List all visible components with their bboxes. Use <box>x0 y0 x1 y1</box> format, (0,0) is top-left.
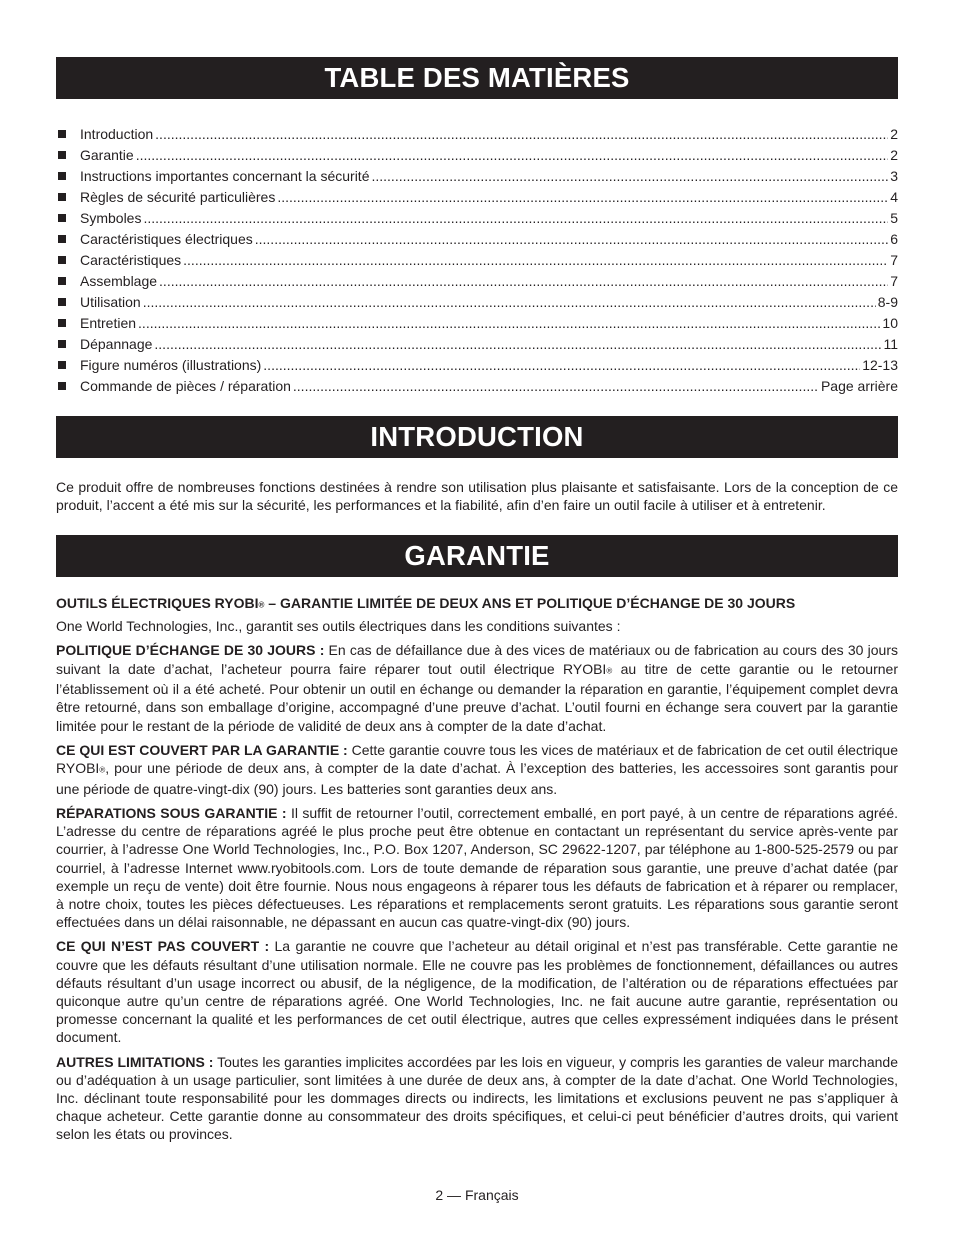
square-bullet-icon <box>58 235 66 243</box>
square-bullet-icon <box>58 340 66 348</box>
introduction-banner <box>56 416 898 458</box>
toc-item-symboles[interactable]: Symboles ..... 5 <box>56 208 898 229</box>
toc-leader-dots <box>159 271 888 292</box>
toc-item-utilisation[interactable]: Utilisation ..... 8-9 <box>56 292 898 313</box>
exchange-policy-paragraph: POLITIQUE D’ÉCHANGE DE 30 JOURS : En cas de défaillance due à des vices de matériaux ou de fabrication au cours des 30 jours suivant la date d’achat, l’acheteur pourra faire réparer tout outil électrique RYOBI® au titre de cette garantie ou le retourner l’établissement où il a été acheté. Pour obtenir un outil en échange ou demander la réparation en garantie, l’équipement complet devra être retourné, dans son emballage d’origine, accompagné d’une preuve d’achat. L’outil fourni en échange sera couvert par la garantie limitée pour le restant de la période de validité de deux ans à compter de la date d’achat. <box>56 642 898 734</box>
limitations-paragraph: AUTRES LIMITATIONS : Toutes les garanties implicites accordées par les lois en vigueur, y compris les garanties de valeur marchande ou d’adéquation à un usage particulier, sont limitées à une durée de deux ans, à compter de la date d’achat. One World Technologies, Inc. déclinant toute responsabilité pour les dommages directs ou indirects, les limitations et exclusions peuvent ne pas s’appliquer à chaque acheteur. Cette garantie donne au consommateur des droits spécifiques, et celui-ci peut bénéficier d’autres droits, qui varient selon les états ou provinces. <box>56 1053 898 1143</box>
toc-item-safety-instructions[interactable]: Instructions importantes concernant la sécurité ..... 3 <box>56 166 898 187</box>
toc-leader-dots <box>277 187 888 208</box>
square-bullet-icon <box>58 214 66 222</box>
covered-label: CE QUI EST COUVERT PAR LA GARANTIE : <box>56 741 348 758</box>
square-bullet-icon <box>58 277 66 285</box>
square-bullet-icon <box>58 361 66 369</box>
square-bullet-icon <box>58 319 66 327</box>
toc-leader-dots <box>371 166 888 187</box>
toc-item-figures[interactable]: Figure numéros (illustrations) ..... 12-13 <box>56 355 898 376</box>
toc-leader-dots <box>138 313 880 334</box>
toc-title: TABLE DES MATIÈRES <box>324 62 630 93</box>
garantie-banner <box>56 535 898 577</box>
toc-leader-dots <box>263 355 860 376</box>
document-page <box>56 57 898 1144</box>
square-bullet-icon <box>58 298 66 306</box>
toc-leader-dots <box>143 292 876 313</box>
toc-item-depannage[interactable]: Dépannage ..... 11 <box>56 334 898 355</box>
not-covered-label: CE QUI N’EST PAS COUVERT : <box>56 938 270 955</box>
toc-leader-dots <box>183 250 888 271</box>
toc-leader-dots <box>136 145 889 166</box>
introduction-text: Ce produit offre de nombreuses fonctions destinées à rendre son utilisation plus plaisante et satisfaisante. Lors de la conception de ce produit, l’accent a été mis sur la sécurité, les performances et la fiabilité, afin d’en faire un outil facile à utiliser et à entretenir. <box>56 479 898 514</box>
square-bullet-icon <box>58 382 66 390</box>
covered-paragraph: CE QUI EST COUVERT PAR LA GARANTIE : Cette garantie couvre tous les vices de matériaux et de fabrication de cet outil électrique RYOBI®, pour une période de deux ans, à compter de la date d’achat. À l’exception des batteries, les accessoires sont garantis pour une période de quatre-vingt-dix (90) jours. Les batteries sont garanties deux ans. <box>56 741 898 797</box>
garantie-heading: OUTILS ÉLECTRIQUES RYOBI® – GARANTIE LIMITÉE DE DEUX ANS ET POLITIQUE D’ÉCHANGE DE 30 JOURS <box>56 595 796 612</box>
toc-list <box>56 124 898 397</box>
toc-item-introduction[interactable]: Introduction ..... 2 <box>56 124 898 145</box>
square-bullet-icon <box>58 130 66 138</box>
introduction-title: INTRODUCTION <box>370 421 584 452</box>
square-bullet-icon <box>58 151 66 159</box>
toc-item-safety-rules[interactable]: Règles de sécurité particulières ..... 4 <box>56 187 898 208</box>
garantie-intro: One World Technologies, Inc., garantit ses outils électriques dans les conditions suivantes : <box>56 618 621 635</box>
toc-leader-dots <box>143 208 888 229</box>
toc-item-parts-order[interactable]: Commande de pièces / réparation ..... Page arrière <box>56 376 898 397</box>
toc-item-entretien[interactable]: Entretien ..... 10 <box>56 313 898 334</box>
toc-banner <box>56 57 898 99</box>
page-number: 2 — Français <box>435 1187 519 1203</box>
square-bullet-icon <box>58 172 66 180</box>
toc-item-garantie[interactable]: Garantie ..... 2 <box>56 145 898 166</box>
toc-item-electrical[interactable]: Caractéristiques électriques ..... 6 <box>56 229 898 250</box>
toc-leader-dots <box>255 229 888 250</box>
square-bullet-icon <box>58 256 66 264</box>
exchange-policy-label: POLITIQUE D’ÉCHANGE DE 30 JOURS : <box>56 642 325 659</box>
toc-leader-dots <box>155 124 888 145</box>
toc-item-assemblage[interactable]: Assemblage ..... 7 <box>56 271 898 292</box>
limitations-label: AUTRES LIMITATIONS : <box>56 1053 214 1070</box>
square-bullet-icon <box>58 193 66 201</box>
garantie-title: GARANTIE <box>404 540 550 572</box>
repairs-paragraph: RÉPARATIONS SOUS GARANTIE : Il suffit de retourner l’outil, correctement emballé, en port payé, à un centre de réparations agréé. L’adresse du centre de réparations agréé le plus proche peut être obtenue en contactant un représentant du service après-vente par courrier, à l’adresse One World Technologies, Inc., P.O. Box 1207, Anderson, SC 29622-1207, par téléphone au 1-800-525-2579 ou par courriel, à l’adresse Internet www.ryobitools.com. Lors de toute demande de réparation sous garantie, une preuve d’achat datée (par exemple un reçu de vente) doit être fournie. Nous nous engageons à réparer tous les défauts de fabrication et à réparer ou remplacer, à notre choix, toutes les pièces défectueuses. Les réparations et remplacements seront gratuits. Les réparations sous garantie seront effectuées dans un délai raisonnable, ne dépassant en aucun cas quatre-vingt-dix (90) jours. <box>56 804 898 931</box>
page-footer <box>0 1187 954 1203</box>
toc-leader-dots <box>293 376 819 397</box>
not-covered-paragraph: CE QUI N’EST PAS COUVERT : La garantie ne couvre que l’acheteur au détail original et n’est pas transférable. Cette garantie ne couvre que les défauts résultant d’une utilisation normale. Elle ne couvre pas les problèmes de fonctionnement, défaillances ou autres défauts résultant d’un usage incorrect ou abusif, de la négligence, de la modification, de l’altération ou de réparations effectuées par quiconque autre qu’un centre de réparations agréé. One World Technologies, Inc. ne fait aucune autre garantie, représentation ou promesse concernant la qualité et les performances de cet outil électrique, autres que celles expressément indiquées dans le présent document. <box>56 938 899 1046</box>
toc-leader-dots <box>154 334 881 355</box>
repairs-label: RÉPARATIONS SOUS GARANTIE : <box>56 804 287 821</box>
toc-item-caracteristiques[interactable]: Caractéristiques ..... 7 <box>56 250 898 271</box>
